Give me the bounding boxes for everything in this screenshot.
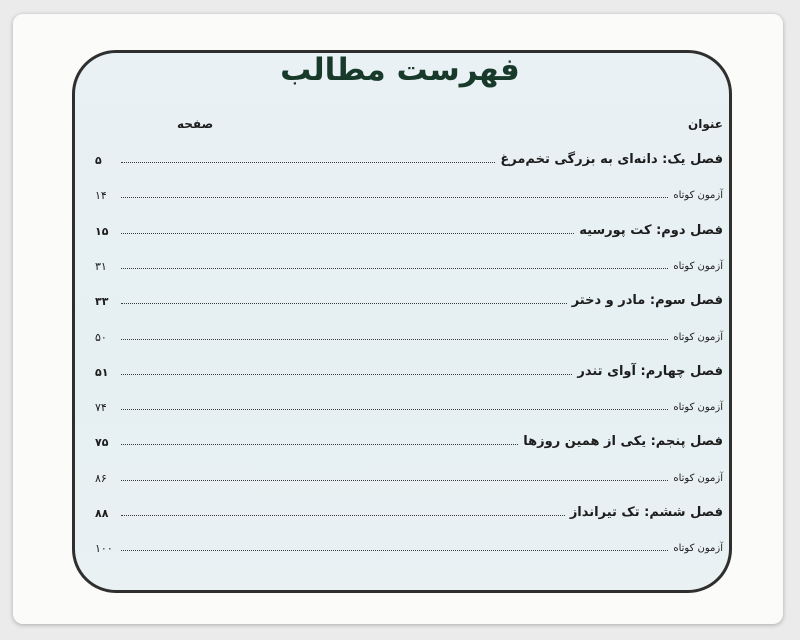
entry-label: فصل پنجم: یکی از همین روزها	[523, 434, 723, 450]
entry-label: آزمون کوتاه	[673, 260, 723, 272]
entry-label: فصل سوم: مادر و دختر	[571, 293, 723, 309]
entry-label: فصل ششم: تک تیرانداز	[569, 505, 723, 520]
toc-quiz-entry	[95, 389, 723, 413]
entry-label: آزمون کوتاه	[673, 543, 723, 555]
entry-label: آزمون کوتاه	[673, 472, 723, 484]
toc-quiz-entry	[95, 460, 723, 484]
toc-chapter-entry	[95, 142, 723, 166]
entry-page-number: ۱۰۰	[95, 542, 113, 556]
toc-quiz-entry	[95, 319, 723, 343]
entry-page-number: ۳۳	[95, 295, 109, 309]
dot-leader	[121, 549, 668, 551]
entry-page-number: ۵۰	[95, 330, 107, 344]
entry-page-number: ۳۱	[95, 259, 107, 273]
column-header-title: عنوان	[688, 117, 723, 131]
entry-label: فصل دوم: کت پورسیه	[579, 222, 723, 238]
toc-chapter-entry	[95, 424, 723, 448]
entry-page-number: ۷۴	[95, 401, 107, 415]
dot-leader	[121, 196, 668, 198]
dot-leader	[121, 161, 495, 163]
toc-title: فهرست مطالب	[280, 52, 520, 88]
toc-quiz-entry	[95, 177, 723, 201]
dot-leader	[121, 267, 668, 269]
entry-label: آزمون کوتاه	[673, 331, 723, 343]
entry-label: فصل یک: دانه‌ای به بزرگی تخم‌مرغ	[500, 152, 723, 167]
toc-chapter-entry	[95, 495, 723, 519]
entry-label: فصل چهارم: آوای تندر	[577, 363, 723, 379]
toc-chapter-entry	[95, 354, 723, 378]
dot-leader	[121, 338, 668, 340]
toc-quiz-entry	[95, 248, 723, 272]
dot-leader	[121, 479, 668, 481]
entry-page-number: ۵۱	[95, 365, 109, 379]
dot-leader	[121, 408, 668, 410]
dot-leader	[121, 373, 572, 375]
entry-page-number: ۸۶	[95, 471, 107, 485]
toc-chapter-entry	[95, 283, 723, 307]
entry-page-number: ۱۵	[95, 224, 109, 238]
entry-page-number: ۱۴	[95, 189, 107, 203]
dot-leader	[121, 232, 574, 234]
entry-page-number: ۵	[95, 154, 102, 167]
entry-page-number: ۷۵	[95, 436, 109, 450]
entry-label: آزمون کوتاه	[673, 190, 723, 202]
column-header-page: صفحه	[177, 117, 214, 131]
toc-quiz-entry	[95, 530, 723, 554]
dot-leader	[121, 443, 518, 445]
entry-page-number: ۸۸	[95, 507, 109, 520]
dot-leader	[121, 514, 565, 516]
dot-leader	[121, 302, 567, 304]
entry-label: آزمون کوتاه	[673, 402, 723, 414]
toc-chapter-entry	[95, 213, 723, 237]
